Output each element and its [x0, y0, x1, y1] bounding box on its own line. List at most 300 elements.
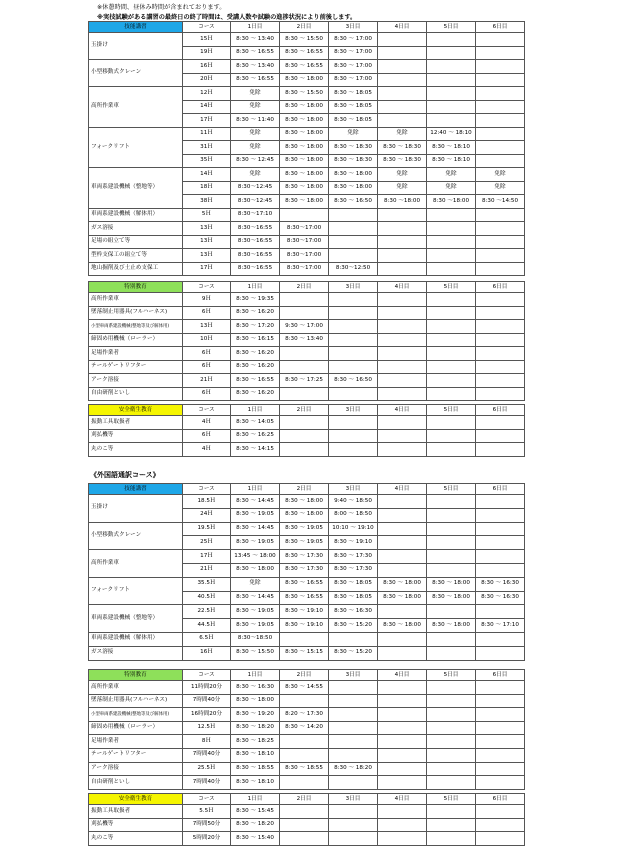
hours-cell: 6Ｈ	[183, 360, 231, 374]
table-row	[89, 832, 525, 846]
table-row	[89, 262, 525, 276]
time-cell	[476, 646, 525, 660]
time-cell: 免除	[231, 127, 280, 141]
hours-cell: 25.5Ｈ	[183, 762, 231, 776]
time-cell	[476, 141, 525, 155]
time-cell: 8:30 ～ 16:30	[476, 591, 525, 605]
time-cell: 免除	[231, 100, 280, 114]
table-row	[89, 776, 525, 790]
course-name-cell: フォークリフト	[89, 127, 183, 168]
time-cell	[329, 249, 378, 263]
time-cell	[378, 536, 427, 550]
time-cell	[427, 293, 476, 307]
table-row	[89, 168, 525, 182]
time-cell: 8:30 ～ 18:10	[231, 748, 280, 762]
course-name-cell: 丸のこ等	[89, 443, 183, 457]
time-cell: 8:30 ～ 17:10	[476, 619, 525, 633]
time-cell	[427, 495, 476, 509]
time-cell: 免除	[378, 127, 427, 141]
time-cell	[476, 735, 525, 749]
hours-cell: 9Ｈ	[183, 293, 231, 307]
time-cell: 8:30 ～ 15:20	[329, 619, 378, 633]
hours-cell: 6.5Ｈ	[183, 632, 231, 646]
time-cell	[280, 208, 329, 222]
hours-cell: 18Ｈ	[183, 181, 231, 195]
time-cell: 8:30 ～ 18:30	[329, 141, 378, 155]
table-row	[89, 632, 525, 646]
time-cell	[329, 306, 378, 320]
header-day: 3日目	[329, 670, 378, 681]
time-cell	[427, 46, 476, 60]
time-cell	[329, 387, 378, 401]
time-cell	[427, 721, 476, 735]
time-cell	[378, 262, 427, 276]
time-cell: 免除	[231, 141, 280, 155]
time-cell: 8:30 ～ 18:20	[231, 721, 280, 735]
table-row	[89, 577, 525, 591]
hours-cell: 19Ｈ	[183, 46, 231, 60]
time-cell: 12:40 ～ 18:10	[427, 127, 476, 141]
note-exam-time: ※実技試験がある講習の最終日の終了時間は、受講人数や試験の進捗状況により前後します。	[97, 14, 357, 21]
time-cell	[476, 154, 525, 168]
time-cell: 8:30 ～ 19:05	[231, 619, 280, 633]
time-cell	[280, 694, 329, 708]
time-cell: 8:30 ～ 17:00	[329, 60, 378, 74]
time-cell	[378, 508, 427, 522]
time-cell: 8:20 ～ 17:30	[280, 708, 329, 722]
time-cell: 8:30 ～ 15:20	[329, 646, 378, 660]
time-cell: 8:30～17:00	[280, 249, 329, 263]
table-row	[89, 708, 525, 722]
time-cell: 8:30 ～ 15:50	[280, 87, 329, 101]
time-cell	[329, 208, 378, 222]
time-cell	[378, 222, 427, 236]
time-cell: 8:30 ～ 18:05	[329, 87, 378, 101]
course-name-cell: アーク溶接	[89, 374, 183, 388]
header-day: 1日目	[231, 484, 280, 495]
time-cell: 8:30～17:00	[280, 262, 329, 276]
time-cell: 8:30 ～ 17:00	[329, 33, 378, 47]
table-row	[89, 333, 525, 347]
time-cell	[280, 735, 329, 749]
time-cell: 8:30 ～ 18:00	[378, 591, 427, 605]
time-cell: 8:30 ～ 18:20	[231, 818, 280, 832]
course-name-cell: 車両系建設機械（整地等）	[89, 605, 183, 633]
time-cell	[280, 776, 329, 790]
table-row	[89, 550, 525, 564]
time-cell	[378, 208, 427, 222]
header-day: 6日目	[476, 794, 525, 805]
time-cell	[329, 735, 378, 749]
table-row	[89, 818, 525, 832]
hours-cell: 16Ｈ	[183, 60, 231, 74]
time-cell: 8:30 ～ 18:20	[329, 762, 378, 776]
time-cell	[280, 387, 329, 401]
time-cell	[476, 293, 525, 307]
time-cell	[378, 495, 427, 509]
table-row	[89, 320, 525, 334]
time-cell: 8:30 ～ 18:10	[427, 141, 476, 155]
header-day: 6日目	[476, 484, 525, 495]
time-cell: 免除	[476, 168, 525, 182]
time-cell: 8:30 ～ 17:30	[329, 550, 378, 564]
time-cell: 8:30 ～ 14:15	[231, 443, 280, 457]
table-row	[89, 249, 525, 263]
table-row	[89, 735, 525, 749]
table-title: 安全衛生教育	[89, 794, 183, 805]
time-cell	[378, 114, 427, 128]
hours-cell: 5Ｈ	[183, 208, 231, 222]
hours-cell: 35Ｈ	[183, 154, 231, 168]
time-cell	[476, 776, 525, 790]
header-day: 5日目	[427, 484, 476, 495]
time-cell	[378, 646, 427, 660]
header-day: 3日目	[329, 282, 378, 293]
course-name-cell: 墜落制止用器具(フルハーネス)	[89, 694, 183, 708]
time-cell	[476, 387, 525, 401]
table-row	[89, 208, 525, 222]
time-cell: 8:30 ～ 16:55	[280, 46, 329, 60]
time-cell: 8:30 ～ 18:30	[329, 154, 378, 168]
hours-cell: 12Ｈ	[183, 87, 231, 101]
hours-cell: 5.5Ｈ	[183, 805, 231, 819]
table-row	[89, 127, 525, 141]
hours-cell: 22.5Ｈ	[183, 605, 231, 619]
time-cell	[427, 87, 476, 101]
time-cell: 8:30 ～ 19:35	[231, 293, 280, 307]
table-title: 特別教育	[89, 670, 183, 681]
time-cell: 8:30～17:00	[280, 222, 329, 236]
time-cell	[476, 306, 525, 320]
hours-cell: 14Ｈ	[183, 168, 231, 182]
schedule-table	[88, 281, 525, 401]
time-cell: 8:30 ～ 14:20	[280, 721, 329, 735]
time-cell: 8:30 ～ 18:00	[427, 591, 476, 605]
time-cell	[476, 416, 525, 430]
time-cell: 8:30～16:55	[231, 235, 280, 249]
time-cell	[280, 293, 329, 307]
time-cell	[378, 522, 427, 536]
time-cell: 8:30 ～ 18:00	[280, 508, 329, 522]
course-name-cell: 振動工具取扱者	[89, 805, 183, 819]
hours-cell: 21Ｈ	[183, 563, 231, 577]
course-name-cell: 締固め用機械（ローラー）	[89, 721, 183, 735]
time-cell	[427, 536, 476, 550]
time-cell: 8:30 ～ 18:00	[231, 694, 280, 708]
time-cell: 8:30 ～ 16:30	[329, 605, 378, 619]
hours-cell: 24Ｈ	[183, 508, 231, 522]
time-cell: 8:30 ～ 19:10	[329, 536, 378, 550]
header-day: 4日目	[378, 405, 427, 416]
header-day: 3日目	[329, 794, 378, 805]
time-cell: 8:30 ～ 18:05	[329, 100, 378, 114]
time-cell	[378, 429, 427, 443]
time-cell: 8:30 ～ 13:40	[280, 333, 329, 347]
hours-cell: 7時間40分	[183, 776, 231, 790]
time-cell: 8:30～18:50	[231, 632, 280, 646]
hours-cell: 19.5Ｈ	[183, 522, 231, 536]
time-cell: 免除	[231, 87, 280, 101]
course-name-cell: ガス溶接	[89, 222, 183, 236]
table-row	[89, 222, 525, 236]
course-name-cell: 小型車両系建設機械(整地等及び解体用)	[89, 320, 183, 334]
course-name-cell: 丸のこ等	[89, 832, 183, 846]
time-cell: 8:30 ～18:00	[427, 195, 476, 209]
time-cell	[476, 832, 525, 846]
time-cell: 8:30 ～ 18:00	[427, 577, 476, 591]
time-cell: 8:30 ～ 13:40	[231, 60, 280, 74]
time-cell	[476, 681, 525, 695]
time-cell	[427, 632, 476, 646]
time-cell: 免除	[427, 181, 476, 195]
table-row	[89, 33, 525, 47]
time-cell	[280, 748, 329, 762]
course-name-cell: 車両系建設機械（解体用）	[89, 208, 183, 222]
time-cell: 8:30 ～ 12:45	[231, 154, 280, 168]
time-cell	[329, 429, 378, 443]
course-name-cell: 足場作業者	[89, 735, 183, 749]
time-cell	[378, 293, 427, 307]
hours-cell: 13Ｈ	[183, 320, 231, 334]
table-title: 技能講習	[89, 22, 183, 33]
time-cell	[280, 443, 329, 457]
table-row	[89, 60, 525, 74]
time-cell	[329, 293, 378, 307]
time-cell: 8:30 ～ 15:40	[231, 832, 280, 846]
header-course: コース	[183, 282, 231, 293]
time-cell	[280, 306, 329, 320]
hours-cell: 17Ｈ	[183, 262, 231, 276]
table-row	[89, 443, 525, 457]
time-cell	[427, 222, 476, 236]
time-cell: 8:30 ～ 18:05	[329, 591, 378, 605]
hours-cell: 25Ｈ	[183, 536, 231, 550]
course-name-cell: 車両系建設機械（整地等）	[89, 168, 183, 209]
header-day: 3日目	[329, 484, 378, 495]
time-cell	[329, 320, 378, 334]
hours-cell: 15Ｈ	[183, 33, 231, 47]
time-cell	[476, 536, 525, 550]
time-cell	[427, 762, 476, 776]
course-name-cell: フォークリフト	[89, 577, 183, 605]
time-cell: 8:30 ～ 18:00	[280, 195, 329, 209]
table-row	[89, 646, 525, 660]
header-day: 1日目	[231, 405, 280, 416]
hours-cell: 11時間20分	[183, 681, 231, 695]
hours-cell: 4Ｈ	[183, 416, 231, 430]
header-course: コース	[183, 405, 231, 416]
time-cell	[329, 347, 378, 361]
time-cell: 8:30 ～ 18:10	[231, 776, 280, 790]
time-cell: 8:30 ～ 17:30	[329, 563, 378, 577]
table-row	[89, 762, 525, 776]
time-cell: 8:30 ～ 15:15	[280, 646, 329, 660]
header-day: 2日目	[280, 794, 329, 805]
time-cell: 8:30 ～ 16:20	[231, 306, 280, 320]
course-name-cell: テールゲートリフター	[89, 360, 183, 374]
time-cell: 8:30～12:45	[231, 195, 280, 209]
time-cell	[378, 721, 427, 735]
header-day: 3日目	[329, 22, 378, 33]
hours-cell: 16Ｈ	[183, 646, 231, 660]
table-header-row	[89, 484, 525, 495]
time-cell: 8:30 ～ 18:00	[378, 577, 427, 591]
time-cell	[427, 100, 476, 114]
table-row	[89, 495, 525, 509]
time-cell	[476, 347, 525, 361]
course-name-cell: ガス溶接	[89, 646, 183, 660]
time-cell	[476, 805, 525, 819]
time-cell	[476, 73, 525, 87]
time-cell: 8:30 ～ 17:30	[280, 563, 329, 577]
table-header-row	[89, 282, 525, 293]
header-day: 3日目	[329, 405, 378, 416]
time-cell	[427, 550, 476, 564]
table-row	[89, 360, 525, 374]
course-name-cell: 小型移動式クレーン	[89, 522, 183, 550]
time-cell	[427, 416, 476, 430]
time-cell: 8:30 ～ 16:55	[231, 46, 280, 60]
course-name-cell: 高所作業車	[89, 550, 183, 578]
time-cell: 8:30 ～ 16:20	[231, 387, 280, 401]
time-cell	[476, 46, 525, 60]
time-cell: 免除	[378, 168, 427, 182]
hours-cell: 6Ｈ	[183, 429, 231, 443]
table-header-row	[89, 405, 525, 416]
time-cell: 8:30 ～14:50	[476, 195, 525, 209]
header-day: 1日目	[231, 794, 280, 805]
course-name-cell: 振動工具取扱者	[89, 416, 183, 430]
time-cell	[427, 508, 476, 522]
time-cell	[476, 522, 525, 536]
time-cell	[378, 735, 427, 749]
hours-cell: 13Ｈ	[183, 235, 231, 249]
course-name-cell: 型枠支保工の組立て等	[89, 249, 183, 263]
time-cell	[378, 681, 427, 695]
time-cell	[378, 550, 427, 564]
header-day: 1日目	[231, 22, 280, 33]
time-cell	[378, 46, 427, 60]
time-cell	[427, 262, 476, 276]
time-cell: 8:30 ～ 18:10	[427, 154, 476, 168]
table-row	[89, 694, 525, 708]
time-cell: 免除	[476, 181, 525, 195]
header-day: 2日目	[280, 22, 329, 33]
hours-cell: 6Ｈ	[183, 387, 231, 401]
time-cell	[427, 443, 476, 457]
time-cell: 8:30 ～ 16:55	[231, 73, 280, 87]
time-cell	[329, 416, 378, 430]
table-row	[89, 748, 525, 762]
header-day: 2日目	[280, 670, 329, 681]
time-cell	[427, 33, 476, 47]
time-cell	[476, 262, 525, 276]
time-cell	[476, 33, 525, 47]
time-cell	[476, 429, 525, 443]
course-name-cell: 刈払機等	[89, 818, 183, 832]
time-cell	[378, 748, 427, 762]
time-cell	[427, 748, 476, 762]
time-cell	[427, 208, 476, 222]
time-cell: 8:30 ～ 17:00	[329, 73, 378, 87]
table-header-row	[89, 22, 525, 33]
hours-cell: 21Ｈ	[183, 374, 231, 388]
hours-cell: 12.5Ｈ	[183, 721, 231, 735]
time-cell	[378, 73, 427, 87]
time-cell: 8:30 ～ 18:25	[231, 735, 280, 749]
time-cell	[476, 114, 525, 128]
time-cell	[329, 721, 378, 735]
time-cell: 8:30 ～18:00	[378, 195, 427, 209]
time-cell	[378, 708, 427, 722]
time-cell	[476, 694, 525, 708]
time-cell	[378, 100, 427, 114]
hours-cell: 7時間50分	[183, 818, 231, 832]
time-cell	[476, 708, 525, 722]
time-cell	[378, 694, 427, 708]
time-cell: 8:30 ～ 18:55	[280, 762, 329, 776]
time-cell: 8:30 ～ 16:55	[231, 374, 280, 388]
hours-cell: 35.5Ｈ	[183, 577, 231, 591]
course-name-cell: 玉掛け	[89, 495, 183, 523]
table-row	[89, 293, 525, 307]
time-cell	[427, 333, 476, 347]
time-cell: 8:30 ～ 18:00	[378, 619, 427, 633]
header-day: 6日目	[476, 670, 525, 681]
time-cell	[378, 374, 427, 388]
time-cell: 8:30 ～ 16:20	[231, 347, 280, 361]
header-day: 4日目	[378, 794, 427, 805]
header-day: 2日目	[280, 282, 329, 293]
time-cell	[329, 694, 378, 708]
time-cell: 8:30 ～ 16:50	[329, 195, 378, 209]
course-name-cell: 足場作業者	[89, 347, 183, 361]
time-cell: 免除	[378, 181, 427, 195]
time-cell	[280, 360, 329, 374]
time-cell: 8:30 ～ 17:00	[329, 46, 378, 60]
time-cell	[427, 694, 476, 708]
time-cell	[378, 605, 427, 619]
table-row	[89, 805, 525, 819]
foreign-course-title: 《外国語通訳コース》	[90, 471, 160, 479]
time-cell	[427, 235, 476, 249]
time-cell: 8:30 ～ 19:05	[280, 522, 329, 536]
time-cell: 8:30～17:00	[280, 235, 329, 249]
hours-cell: 31Ｈ	[183, 141, 231, 155]
course-name-cell: 高所作業車	[89, 293, 183, 307]
table-header-row	[89, 670, 525, 681]
hours-cell: 40.5Ｈ	[183, 591, 231, 605]
header-course: コース	[183, 794, 231, 805]
header-day: 1日目	[231, 670, 280, 681]
time-cell	[378, 306, 427, 320]
course-name-cell: 墜落制止用器具(フルハーネス)	[89, 306, 183, 320]
time-cell: 8:30 ～ 15:50	[280, 33, 329, 47]
table-row	[89, 235, 525, 249]
time-cell	[329, 832, 378, 846]
time-cell	[427, 708, 476, 722]
time-cell	[476, 235, 525, 249]
header-day: 1日目	[231, 282, 280, 293]
time-cell: 8:30 ～ 16:55	[280, 591, 329, 605]
course-name-cell: 高所作業車	[89, 681, 183, 695]
time-cell	[476, 100, 525, 114]
course-name-cell: 小型車両系建設機械(整地等及び解体用)	[89, 708, 183, 722]
time-cell	[378, 333, 427, 347]
time-cell	[378, 320, 427, 334]
time-cell	[427, 60, 476, 74]
table-title: 特別教育	[89, 282, 183, 293]
